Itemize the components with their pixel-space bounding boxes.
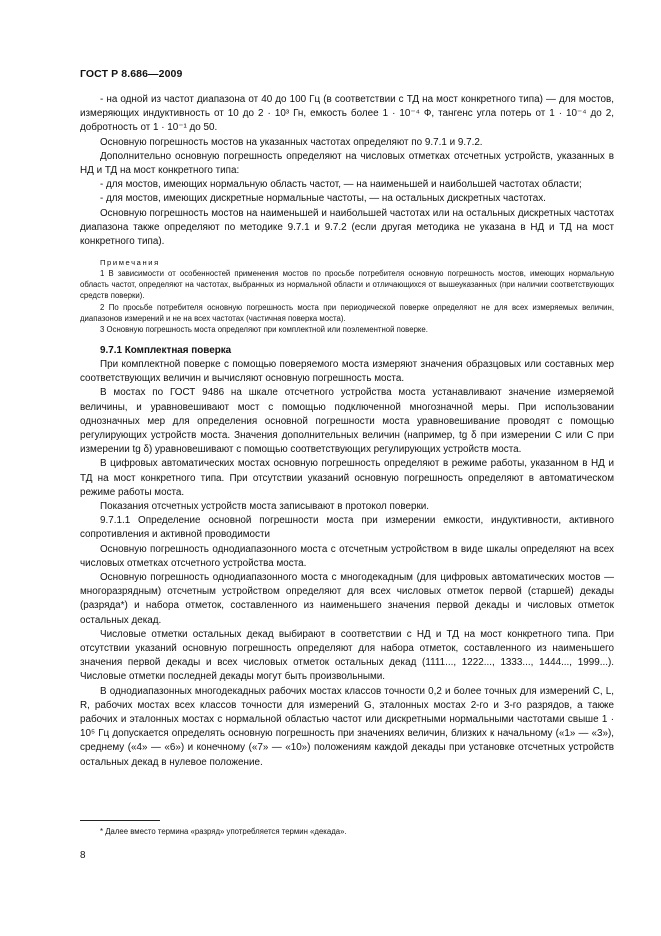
page-header: ГОСТ Р 8.686—2009: [80, 68, 183, 80]
paragraph: Дополнительно основную погрешность определяют на числовых отметках отсчетных устройств, указанных в НД и ТД на мост конкретного типа:: [80, 150, 614, 177]
note: 1 В зависимости от особенностей применения мостов по просьбе потребителя основную погрешность мостов, имеющих нормальную область частот, определяют на частотах, выбранных из нормальной области и отличающихся от вышеуказанных (при наличии соответствующих средств поверки).: [80, 269, 614, 301]
note: 3 Основную погрешность моста определяют при комплектной или поэлементной поверке.: [100, 324, 428, 334]
paragraph: Основную погрешность мостов на наименьшей и наибольшей частотах или на остальных дискретных частотах диапазона также определяют по методике 9.7.1 и 9.7.2 (если другая методика не указана в НД и ТД на мост конкретного типа).: [80, 207, 614, 248]
paragraph: Основную погрешность однодиапазонного моста с отсчетным устройством в виде шкалы определяют на всех числовых отметках отсчетного устройства моста.: [80, 543, 614, 569]
paragraph: 9.7.1.1 Определение основной погрешности моста при измерении емкости, индуктивности, активного сопротивления и активной проводимости: [80, 515, 614, 541]
footnote-divider: [80, 820, 160, 821]
document-body: [80, 93, 614, 770]
paragraph: Основную погрешность мостов на указанных частотах определяют по 9.7.1 и 9.7.2.: [100, 136, 483, 148]
section-title: 9.7.1 Комплектная поверка: [100, 344, 232, 356]
footnote: * Далее вместо термина «разряд» употребляется термин «декада».: [100, 827, 347, 836]
paragraph: В однодиапазонных многодекадных рабочих мостах классов точности 0,2 и более точных для измерений C, L, R, рабочих мостах всех классов точности для измерений G, эталонных мостах 2-го и 3-го разрядов, а также рабочих и эталонных мостах с нормальной областью частот или дискретными нормальными частотами свыше 1 · 10⁵ Гц допускается определять основную погрешность при значениях величин, близких к начальному («1» — «3»), среднему («4» — «6») и конечному («7» — «10») положениям каждой декады при установке отсчетных устройств остальных декад в нулевое положение.: [80, 685, 614, 768]
paragraph: В цифровых автоматических мостах основную погрешность определяют в режиме работы, указанном в НД и ТД на мост конкретного типа. При отсутствии указаний основную погрешность определяют в автоматическом режиме работы моста.: [80, 458, 614, 498]
note: 2 По просьбе потребителя основную погрешность моста при периодической поверке определяют не для всех измеряемых величин, диапазонов измерений и не на всех частотах (частичная поверка моста).: [80, 302, 614, 323]
paragraph: - для мостов, имеющих нормальную область частот, — на наименьшей и наибольшей частотах области;: [100, 179, 582, 191]
paragraph: - для мостов, имеющих дискретные нормальные частоты, — на остальных дискретных частотах.: [100, 193, 546, 205]
paragraph: В мостах по ГОСТ 9486 на шкале отсчетного устройства моста устанавливают значение измеряемой величины, и уравновешивают мост с помощью подключенной многозначной меры. При использовании однозначных мер для определения основной погрешности моста уравновешивание проводят с помощью регулирующих устройств моста. Значения дополнительных величин (например, tg δ при измерении C или C при измерении tg δ) уравновешивают с помощью соответствующих регулирующих устройств моста.: [80, 387, 614, 456]
paragraph: Основную погрешность однодиапазонного моста с многодекадным (для цифровых автоматических мостов — многоразрядным) отсчетным устройством определяют для всех числовых отметок первой (старшей) декады (разряда*) и набора отметок, составленного из наименьшего значения первой декады и числовых отметок остальных декад.: [80, 572, 614, 626]
paragraph: - на одной из частот диапазона от 40 до 100 Гц (в соответствии с ТД на мост конкретного типа) — для мостов, измеряющих индуктивность от 10 до 2 · 10³ Гн, емкость более 1 · 10⁻⁴ Ф, тангенс угла потерь от 1 · 10⁻⁴ до 2, добротность от 1 · 10⁻¹ до 50.: [80, 94, 614, 134]
paragraph: Числовые отметки остальных декад выбирают в соответствии с НД и ТД на мост конкретного типа. При отсутствии указаний основную погрешность определяют для набора отметок, составленного из наименьшего значения первой декады и всех числовых отметок остальных декад (1111..., 1222..., 1333..., 1444..., 1999...). Числовые отметки последней декады могут быть произвольными.: [80, 628, 614, 683]
paragraph: При комплектной поверке с помощью поверяемого моста измеряют значения образцовых или составных мер соответствующих величин и вычисляют основную погрешность моста.: [80, 359, 614, 385]
page-number: 8: [80, 850, 86, 861]
paragraph: Показания отсчетных устройств моста записывают в протокол поверки.: [100, 501, 430, 513]
notes-title: Примечания: [100, 258, 160, 268]
